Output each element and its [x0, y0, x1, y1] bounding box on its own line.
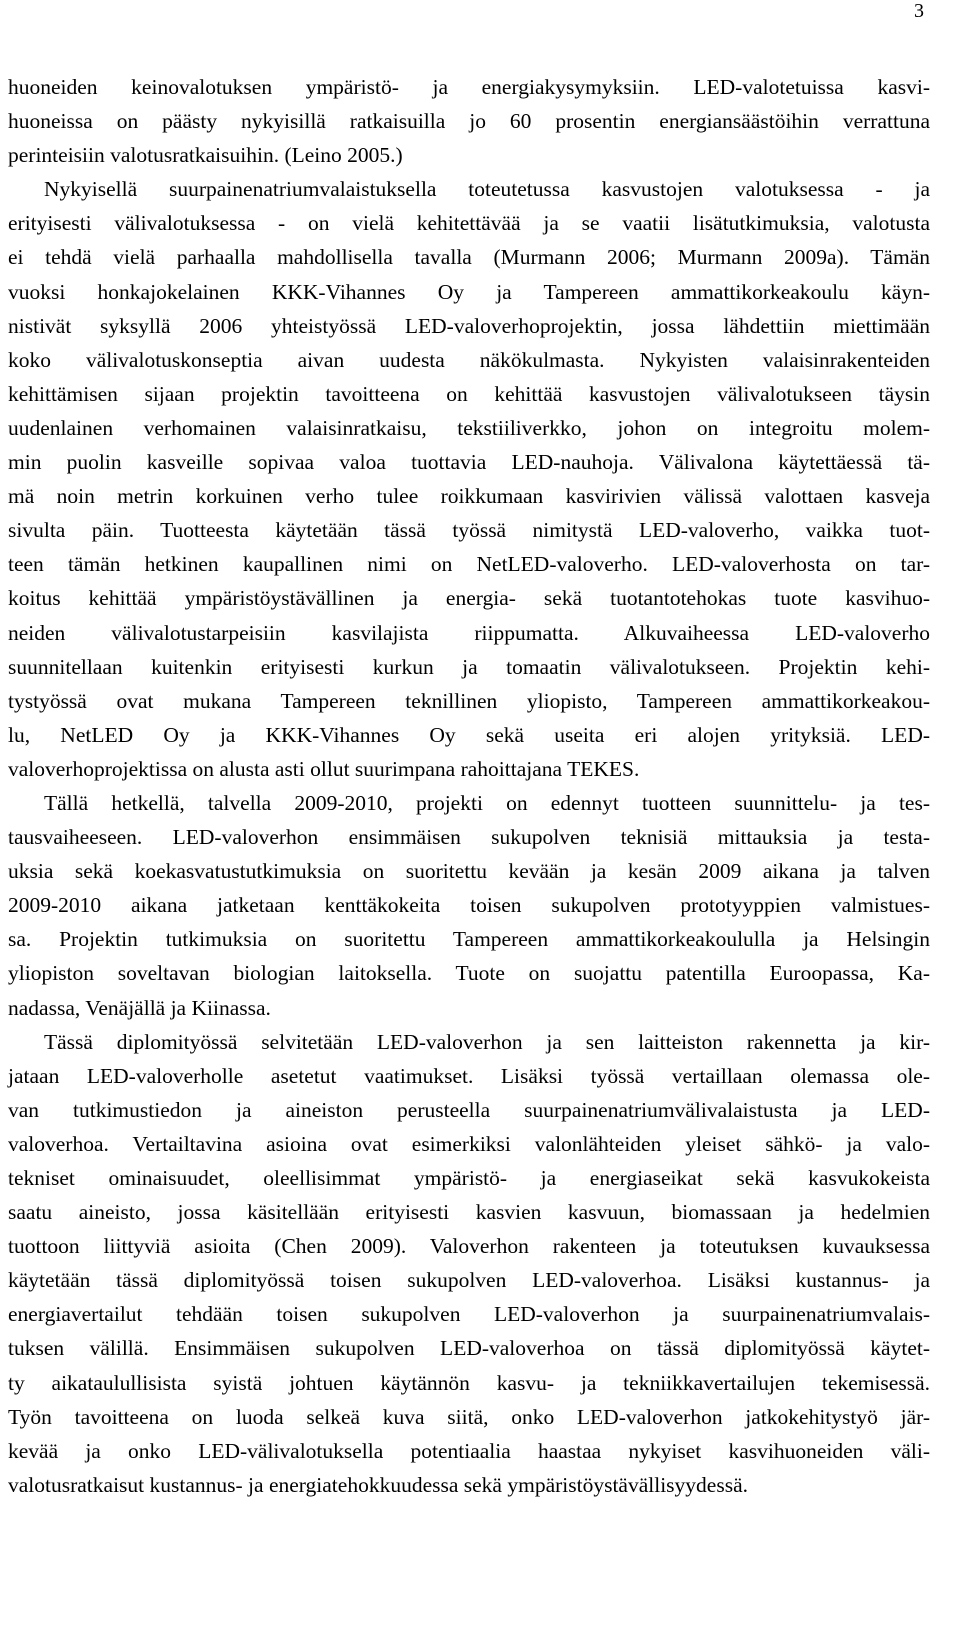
text-line: perinteisiin valotusratkaisuihin. (Leino 2005.) [8, 143, 403, 168]
text-line: van tutkimustiedon ja aineiston perusteella suurpainenatriumvälivalaistusta ja LED- [8, 1097, 930, 1122]
text-line: yliopiston soveltavan biologian laitoksella. Tuote on suojattu patentilla Euroopassa, Ka- [8, 961, 930, 986]
text-line: tystyössä ovat mukana Tampereen teknillinen yliopisto, Tampereen ammattikorkeakou- [8, 688, 930, 713]
text-line: kevää ja onko LED-välivalotuksella potentiaalia haastaa nykyiset kasvihuoneiden väli- [8, 1438, 930, 1463]
text-line: tuksen välillä. Ensimmäisen sukupolven LED-valoverhoa on tässä diplomityössä käytet- [8, 1336, 930, 1361]
text-line: erityisesti välivalotuksessa - on vielä kehitettävää ja se vaatii lisätutkimuksia, valotusta [8, 211, 930, 236]
text-line: tuottoon liittyviä asioita (Chen 2009). Valoverhon rakenteen ja toteutuksen kuvauksessa [8, 1234, 930, 1259]
text-line: sa. Projektin tutkimuksia on suoritettu Tampereen ammattikorkeakoululla ja Helsingin [8, 927, 930, 952]
text-line: mä noin metrin korkuinen verho tulee roikkumaan kasvirivien välissä valottaen kasveja [8, 484, 930, 509]
text-line: vuoksi honkajokelainen KKK-Vihannes Oy ja Tampereen ammattikorkeakoulu käyn- [8, 279, 930, 304]
text-line: käytetään tässä diplomityössä toisen sukupolven LED-valoverhoa. Lisäksi kustannus- ja [8, 1268, 930, 1293]
text-line: nistivät syksyllä 2006 yhteistyössä LED-valoverhoprojektin, jossa lähdettiin miettimään [8, 313, 930, 338]
text-line: Työn tavoitteena on luoda selkeä kuva siitä, onko LED-valoverhon jatkokehitystyö jär- [8, 1404, 930, 1429]
text-line: Tässä diplomityössä selvitetään LED-valoverhon ja sen laitteiston rakennetta ja kir- [44, 1029, 930, 1054]
text-line: lu, NetLED Oy ja KKK-Vihannes Oy sekä useita eri alojen yrityksiä. LED- [8, 722, 930, 747]
text-line: huoneissa on päästy nykyisillä ratkaisuilla jo 60 prosentin energiansäästöihin verrattuna [8, 109, 930, 134]
text-line: koko välivalotuskonseptia aivan uudesta näkökulmasta. Nykyisten valaisinrakenteiden [8, 347, 930, 372]
text-line: valoverhoprojektissa on alusta asti ollut suurimpana rahoittajana TEKES. [8, 756, 640, 781]
text-line: min puolin kasveille sopivaa valoa tuottavia LED-nauhoja. Välivalona käytettäessä tä- [8, 450, 930, 475]
text-line: valotusratkaisut kustannus- ja energiatehokkuudessa sekä ympäristöystävällisyydessä. [8, 1472, 748, 1497]
text-line: Nykyisellä suurpainenatriumvalaistuksella toteutetussa kasvustojen valotuksessa - ja [44, 177, 930, 202]
paragraph [8, 1025, 930, 1502]
text-line: tausvaiheeseen. LED-valoverhon ensimmäisen sukupolven teknisiä mittauksia ja testa- [8, 825, 930, 850]
text-line: koitus kehittää ympäristöystävällinen ja energia- sekä tuotantotehokas tuote kasvihuo- [8, 586, 930, 611]
text-line: teen tämän hetkinen kaupallinen nimi on NetLED-valoverho. LED-valoverhosta on tar- [8, 552, 930, 577]
text-line: uksia sekä koekasvatustutkimuksia on suoritettu kevään ja kesän 2009 aikana ja talven [8, 859, 930, 884]
text-line: ty aikataulullisista syistä johtuen käytännön kasvu- ja tekniikkavertailujen tekemisessä. [8, 1370, 930, 1395]
text-line: ei tehdä vielä parhaalla mahdollisella tavalla (Murmann 2006; Murmann 2009a). Tämän [8, 245, 930, 270]
text-line: kehittämisen sijaan projektin tavoitteena on kehittää kasvustojen välivalotukseen täysin [8, 381, 930, 406]
text-line: jataan LED-valoverholle asetetut vaatimukset. Lisäksi työssä vertaillaan olemassa ole- [8, 1063, 930, 1088]
text-line: Tällä hetkellä, talvella 2009-2010, projekti on edennyt tuotteen suunnittelu- ja tes- [44, 790, 930, 815]
text-line: nadassa, Venäjällä ja Kiinassa. [8, 995, 271, 1020]
paragraph [8, 172, 930, 786]
text-line: huoneiden keinovalotuksen ympäristö- ja energiakysymyksiin. LED-valotetuissa kasvi- [8, 75, 930, 99]
document-body [8, 70, 930, 1502]
text-line: energiavertailut tehdään toisen sukupolven LED-valoverhon ja suurpainenatriumvalais- [8, 1302, 930, 1327]
text-line: 2009-2010 aikana jatketaan kenttäkokeita toisen sukupolven prototyyppien valmistues- [8, 893, 930, 918]
paragraph [8, 786, 930, 1025]
text-line: valoverhoa. Vertailtavina asioina ovat esimerkiksi valonlähteiden yleiset sähkö- ja valo- [8, 1131, 930, 1156]
text-line: suunnitellaan kuitenkin erityisesti kurkun ja tomaatin välivalotukseen. Projektin kehi- [8, 654, 930, 679]
text-line: sivulta päin. Tuotteesta käytetään tässä työssä nimitystä LED-valoverho, vaikka tuot- [8, 518, 930, 543]
paragraph [8, 70, 930, 172]
text-line: tekniset ominaisuudet, oleellisimmat ympäristö- ja energiaseikat sekä kasvukokeista [8, 1166, 930, 1190]
page-number: 3 [914, 0, 924, 22]
text-line: saatu aineisto, jossa käsitellään erityisesti kasvien kasvuun, biomassaan ja hedelmien [8, 1200, 930, 1225]
text-line: uudenlainen verhomainen valaisinratkaisu, tekstiiliverkko, johon on integroitu molem- [8, 415, 930, 440]
text-line: neiden välivalotustarpeisiin kasvilajista riippumatta. Alkuvaiheessa LED-valoverho [8, 620, 930, 645]
